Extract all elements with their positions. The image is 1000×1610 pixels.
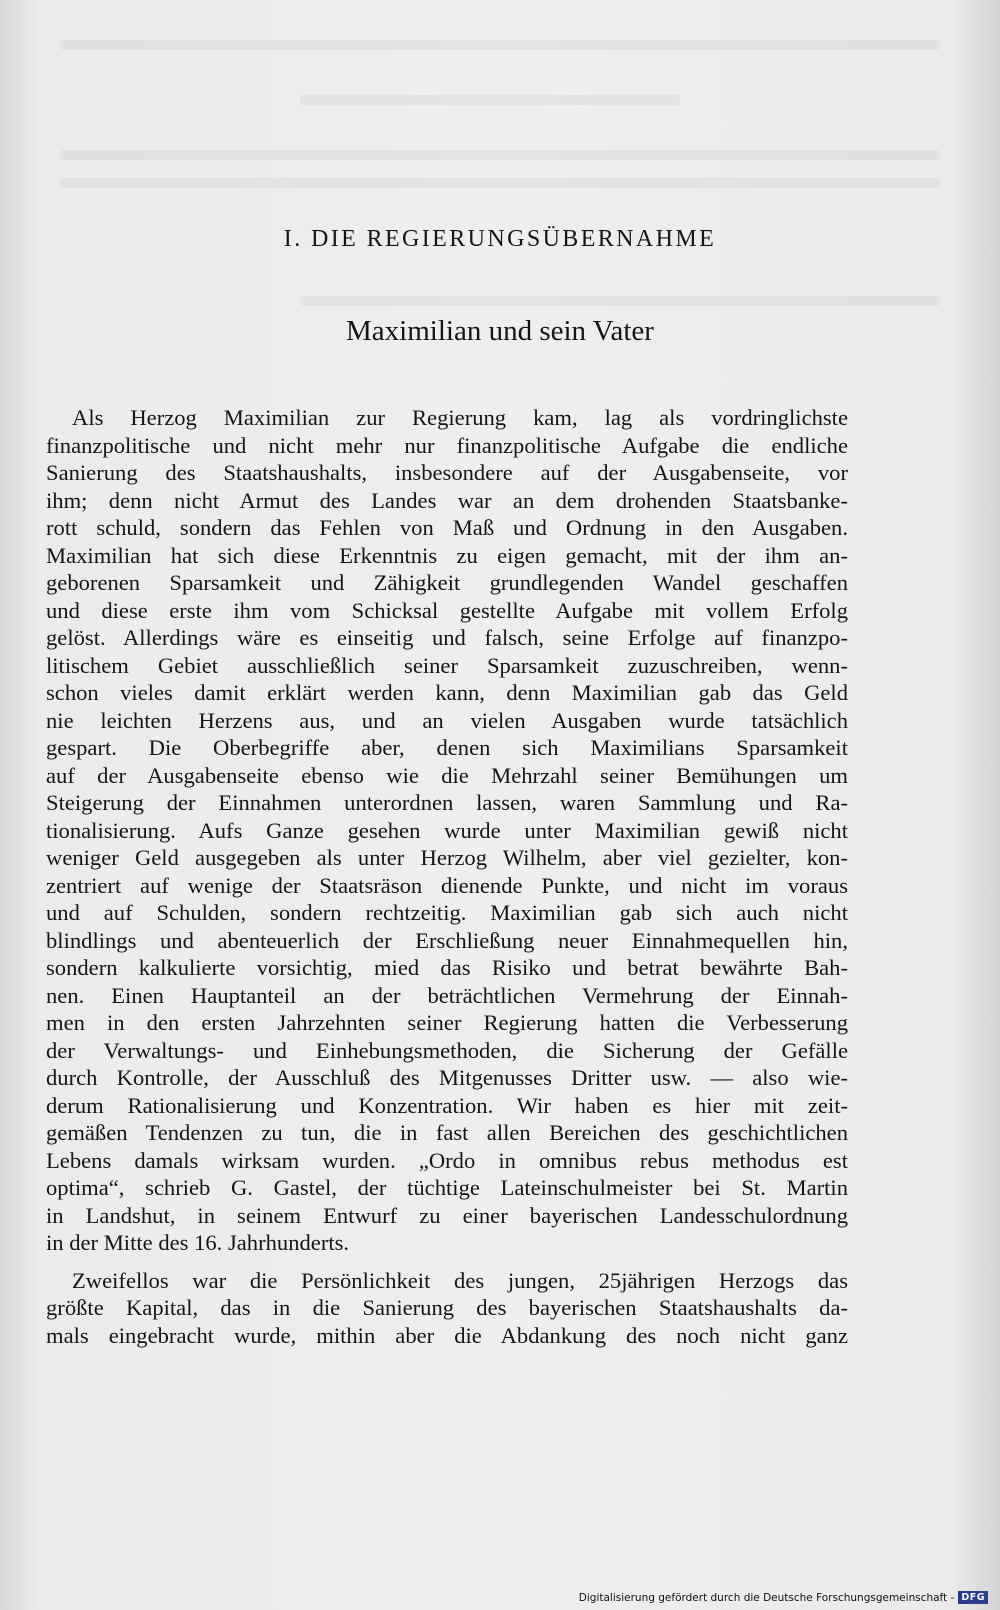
- dfg-logo-icon: DFG: [958, 1591, 988, 1604]
- text-line: Maximilian hat sich diese Erkenntnis zu eigen gemacht, mit der ihm an-: [46, 542, 848, 568]
- text-line: derum Rationalisierung und Konzentration. Wir haben es hier mit zeit-: [46, 1092, 848, 1118]
- text-line: und diese erste ihm vom Schicksal gestellte Aufgabe mit vollem Erfolg: [46, 597, 848, 623]
- text-line: Steigerung der Einnahmen unterordnen lassen, waren Sammlung und Ra-: [46, 790, 848, 815]
- text-line: Sanierung des Staatshaushalts, insbesondere auf der Ausgabenseite, vor: [46, 460, 848, 485]
- text-line: nen. Einen Hauptanteil an der beträchtlichen Vermehrung der Einnah-: [46, 982, 848, 1008]
- bleed-through-shadow: [300, 296, 940, 306]
- text-line: finanzpolitische und nicht mehr nur finanzpolitische Aufgabe die endliche: [46, 432, 848, 458]
- text-line: men in den ersten Jahrzehnten seiner Regierung hatten die Verbesserung: [46, 1010, 848, 1035]
- text-line: sondern kalkulierte vorsichtig, mied das Risiko und betrat bewährte Bah-: [46, 955, 848, 980]
- text-line: rott schuld, sondern das Fehlen von Maß und Ordnung in den Ausgaben.: [46, 515, 848, 540]
- text-line: auf der Ausgabenseite ebenso wie die Mehrzahl seiner Bemühungen um: [46, 762, 848, 788]
- text-line: gemäßen Tendenzen zu tun, die in fast allen Bereichen des geschichtlichen: [46, 1120, 848, 1145]
- text-line: in Landshut, in seinem Entwurf zu einer bayerischen Landesschulordnung: [46, 1202, 848, 1228]
- text-line: der Verwaltungs- und Einhebungsmethoden, die Sicherung der Gefälle: [46, 1037, 848, 1063]
- text-line: blindlings und abenteuerlich der Erschließung neuer Einnahmequellen hin,: [46, 927, 848, 953]
- text-line: größte Kapital, das in die Sanierung des bayerischen Staatshaushalts da-: [46, 1295, 848, 1320]
- body-text: [46, 404, 848, 1349]
- text-line: Lebens damals wirksam wurden. „Ordo in omnibus rebus methodus est: [46, 1147, 848, 1173]
- chapter-heading: I. DIE REGIERUNGSÜBERNAHME: [283, 226, 717, 252]
- text-line: geborenen Sparsamkeit und Zähigkeit grundlegenden Wandel geschaffen: [46, 570, 848, 595]
- text-line: mals eingebracht wurde, mithin aber die Abdankung des noch nicht ganz: [46, 1322, 848, 1348]
- bleed-through-shadow: [60, 40, 940, 50]
- bleed-through-shadow: [60, 178, 940, 188]
- paragraph-2: [46, 1267, 848, 1350]
- section-title: Maximilian und sein Vater: [346, 315, 654, 347]
- text-line: nie leichten Herzens aus, und an vielen Ausgaben wurde tatsächlich: [46, 707, 848, 733]
- text-line: gespart. Die Oberbegriffe aber, denen sich Maximilians Sparsamkeit: [46, 735, 848, 760]
- digitization-footer: [579, 1591, 988, 1604]
- text-line: durch Kontrolle, der Ausschluß des Mitgenusses Dritter usw. — also wie-: [46, 1065, 848, 1090]
- text-line: tionalisierung. Aufs Ganze gesehen wurde unter Maximilian gewiß nicht: [46, 817, 848, 843]
- bleed-through-shadow: [300, 95, 680, 105]
- paragraph-gap: [46, 1257, 848, 1267]
- bleed-through-shadow: [60, 150, 940, 160]
- text-line: optima“, schrieb G. Gastel, der tüchtige Lateinschulmeister bei St. Martin: [46, 1175, 848, 1200]
- footer-text: Digitalisierung gefördert durch die Deutsche Forschungsgemeinschaft -: [578, 1591, 955, 1604]
- text-line: weniger Geld ausgegeben als unter Herzog Wilhelm, aber viel gezielter, kon-: [46, 845, 848, 870]
- text-line: und auf Schulden, sondern rechtzeitig. Maximilian gab sich auch nicht: [46, 900, 848, 925]
- text-line: gelöst. Allerdings wäre es einseitig und falsch, seine Erfolge auf finanzpo-: [46, 625, 848, 650]
- text-line: schon vieles damit erklärt werden kann, denn Maximilian gab das Geld: [46, 680, 848, 705]
- text-line: ihm; denn nicht Armut des Landes war an dem drohenden Staatsbanke-: [46, 487, 848, 513]
- text-line: zentriert auf wenige der Staatsräson dienende Punkte, und nicht im voraus: [46, 872, 848, 898]
- text-line: Zweifellos war die Persönlichkeit des jungen, 25jährigen Herzogs das: [72, 1267, 848, 1293]
- paragraph-1: [46, 404, 848, 1257]
- text-line: litischem Gebiet ausschließlich seiner Sparsamkeit zuzuschreiben, wenn-: [46, 652, 848, 678]
- text-line: Als Herzog Maximilian zur Regierung kam, lag als vordringlichste: [72, 405, 848, 430]
- text-line: in der Mitte des 16. Jahrhunderts.: [46, 1230, 350, 1255]
